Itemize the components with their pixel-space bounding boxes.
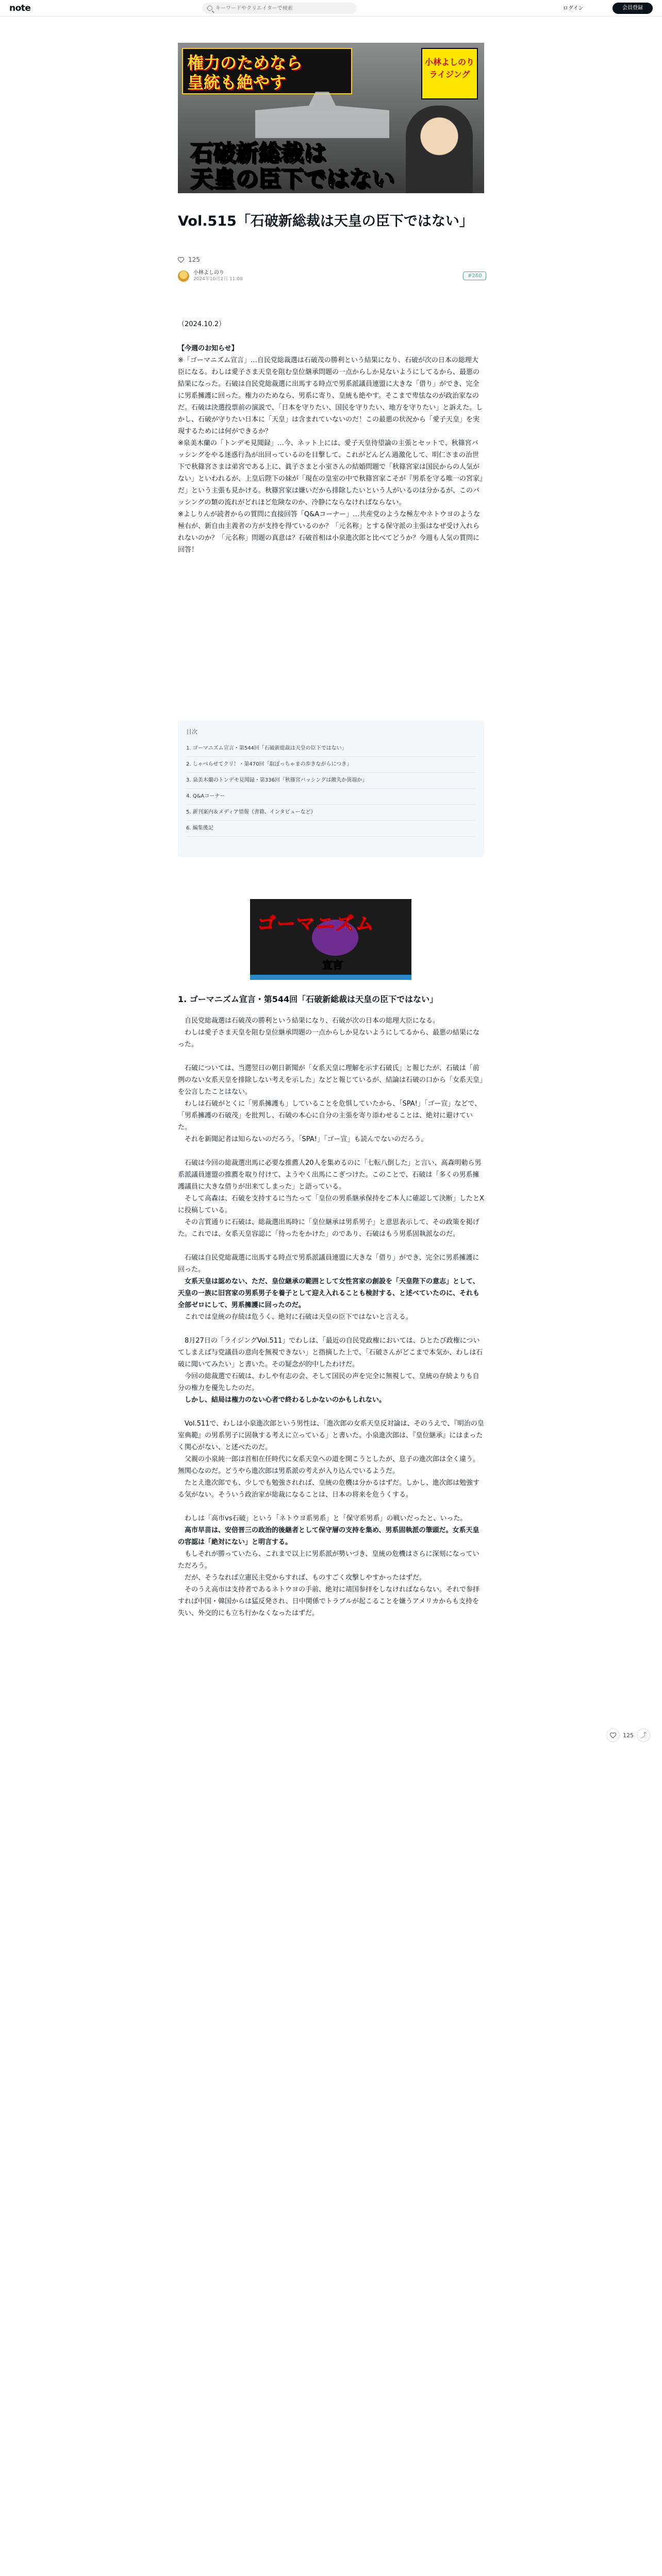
share-glyph: ⤴ bbox=[640, 1732, 647, 1739]
hero-title-line2: 天皇の臣下ではない bbox=[190, 166, 394, 192]
hero-subtitle-line1: 権力のためなら bbox=[187, 53, 303, 73]
author-avatar[interactable] bbox=[178, 270, 189, 282]
hero-title bbox=[190, 141, 394, 192]
note-logo[interactable]: note bbox=[9, 3, 31, 13]
heart-icon[interactable] bbox=[606, 1728, 620, 1742]
body-paragraph: 高市早苗は、安倍晋三の政治的後継者として保守層の支持を集め、男系固執派の筆頭だ。女系天皇の容認は「絶対にない」と明言する。 bbox=[178, 1527, 479, 1546]
toc-item[interactable]: 3. 泉美木蘭のトンデモ見聞録・第336回「秋篠宮バッシングは敵失か異端か」 bbox=[186, 773, 476, 789]
banner-subtitle: 宣言 bbox=[322, 959, 343, 971]
body-paragraph: 今回の総裁選で石破は、わしや有志の会、そして国民の声を完全に無視して、皇統の存続よりも自分の権力を優先したのだ。 bbox=[178, 1372, 479, 1392]
article-body bbox=[178, 1015, 484, 1619]
body-paragraph: しかし、結局は権力のない心者で終わるしかないのかもしれない。 bbox=[178, 1396, 386, 1404]
search-box[interactable] bbox=[202, 3, 357, 14]
body-paragraph: 石破については、当選翌日の朝日新聞が「女系天皇に理解を示す石破氏」と報じたが、石破は「前例のない女系天皇を排除しない考えを示した」などと報じているが、結論は石破の口から「女系天皇」を公言したことはない。 bbox=[178, 1064, 483, 1096]
section-heading: 1. ゴーマニズム宣言・第544回「石破新総裁は天皇の臣下ではない」 bbox=[178, 994, 438, 1004]
notice-paragraph: ※よしりんが読者からの質問に直接回答「Q&Aコーナー」…共産党のような極左やネトウヨのような極右が、新自由主義者の方が支持を得ているのか？「元名称」とする保守派の主張はなぜ受け入れられないのか？「元名称」問題の真意は？石破首相は小泉進次郎と比べてどうか？今週も人気の質問に回答！ bbox=[178, 511, 481, 554]
notice-paragraph: ※「ゴーマニズム宣言」…自民党総裁選は石破茂の勝利という結果になり、石破が次の日本の総理大臣になる。わしは愛子さま天皇を阻む皇位継承問題の一点からしか見ないようにしてるから、最悪の結果になった。石破は自民党総裁選に出馬する時点で男系派議員連盟に大きな「借り」ができ、完全に男系擁護に回った。権力のためなら、男系に寄り、皇統も絶やす。そこまで卑怯なのが政治家なのだ。石破は決選投票前の演説で、「日本を守りたい、国民を守りたい、地方を守りたい」と訴えた。しかし、石破が守りたい日本に「天皇」は含まれていないのだ！この最悪の状況から「愛子天皇」を実現するためには何ができるか？ bbox=[178, 357, 483, 435]
body-paragraph: それを新聞記者は知らないのだろう。「SPA!」「ゴー宣」も読んでないのだろう。 bbox=[178, 1136, 428, 1143]
floating-like[interactable] bbox=[606, 1728, 650, 1742]
search-input[interactable] bbox=[216, 6, 350, 11]
signup-button[interactable]: 会員登録 bbox=[613, 3, 653, 14]
hero-subtitle-line2: 皇統も絶やす bbox=[187, 73, 287, 92]
table-of-contents bbox=[178, 720, 484, 857]
banner-title: ゴーマニズム bbox=[257, 913, 375, 935]
login-button[interactable]: ログイン bbox=[563, 6, 584, 11]
body-paragraph: Vol.511で、わしは小泉進次郎という男性は、「進次郎の女系天皇反対論は、そのうえで、『明治の皇室典範』の男系男子に固執する考えに立っている」と書いた。小泉進次郎は、『皇位継承』にはまったく関心がない、と述べたのだ。 bbox=[178, 1420, 484, 1451]
author-row[interactable] bbox=[178, 269, 243, 283]
body-paragraph: 父親の小泉純一郎は首相在任時代に女系天皇への道を開こうとしたが、息子の進次郎は全く違う。無関心なのだ。どうやら進次郎は男系派の考えが入り込んでいるようだ。 bbox=[178, 1455, 480, 1475]
toc-item[interactable]: 4. Q&Aコーナー bbox=[186, 789, 476, 805]
article-title: Vol.515「石破新総裁は天皇の臣下ではない」 bbox=[178, 213, 473, 229]
heart-icon[interactable] bbox=[178, 257, 184, 263]
body-paragraph: その言質通りに石破は、総裁選出馬時に「皇位継承は男系男子」と意思表示して、その政策を掲げた。これでは、女系天皇容認に「待ったをかけた」のであり、石破はもう男系固執派なのだ。 bbox=[178, 1218, 479, 1238]
top-navbar bbox=[0, 0, 662, 16]
body-paragraph: 8月27日の「ライジングVol.511」でわしは、「最近の自民党政権においては、ひとたび政権についてしまえば与党議員の意向を無視できない」と指摘した上で、「石破さんがどこまで本気か、わしは石破に聞いてみたい」と書いた。その疑念が的中したわけだ。 bbox=[178, 1337, 483, 1368]
hero-subtitle bbox=[187, 53, 303, 92]
hero-title-line1: 石破新総裁は bbox=[190, 140, 326, 166]
search-icon bbox=[207, 6, 212, 11]
toc-item[interactable]: 6. 編集後記 bbox=[186, 821, 476, 837]
body-paragraph: 石破は自民党総裁選に出馬する時点で男系派議員連盟に大きな「借り」ができ、完全に男系擁護に回った。 bbox=[178, 1254, 479, 1274]
author-name[interactable]: 小林よしのり bbox=[193, 270, 224, 276]
portrait-illustration bbox=[406, 106, 473, 193]
gomanism-banner-image bbox=[250, 899, 411, 980]
diet-building-illustration bbox=[255, 92, 389, 138]
banner-bar bbox=[250, 975, 411, 980]
like-count: 125 bbox=[188, 256, 200, 263]
like-summary[interactable] bbox=[178, 256, 200, 263]
body-paragraph: わしは「高市vs石破」という「ネトウヨ系男系」と「保守系男系」の戦いだったと、いった。 bbox=[178, 1515, 467, 1522]
toc-item[interactable]: 1. ゴーマニズム宣言・第544回「石破新総裁は天皇の臣下ではない」 bbox=[186, 741, 476, 757]
body-paragraph: 石破は今回の総裁選出馬に必要な推薦人20人を集めるのに「七転八倒した」と言い、高森明勅ら男系派議員連盟の推薦を取り付けて、ようやく出馬にこぎつけた。このことで、石破は「多くの男系擁護議員に大きな借りが出来てしまった」と語っている。 bbox=[178, 1159, 482, 1191]
toc-heading: 目次 bbox=[186, 728, 197, 735]
article-hero-image bbox=[178, 43, 484, 193]
body-paragraph: わしは石破がとくに「男系擁護も」していることを危惧していたから、「SPA!」「ゴー宣」などで、「男系擁護の石破茂」を批判し、石破の本心に自分の主張を寄り添わせることは、絶対に避けていた。 bbox=[178, 1100, 482, 1131]
body-paragraph: 女系天皇は認めない、ただ、皇位継承の範囲として女性宮家の創設を「天皇陛下の意志」として、天皇の一族に旧宮家の男系男子を養子として迎え入れることも検討する、と述べていたのに、それも全部ゼロにして、男系擁護に回ったのだ。 bbox=[178, 1278, 480, 1309]
like-count: 125 bbox=[623, 1732, 634, 1739]
article-intro bbox=[178, 318, 484, 556]
body-paragraph: もしそれが勝っていたら、これまで以上に男系派が勢いづき、皇統の危機はさらに深刻になっていただろう。 bbox=[178, 1550, 479, 1570]
membership-tag[interactable]: #260 bbox=[463, 272, 486, 280]
issue-date: （2024.10.2） bbox=[178, 320, 226, 328]
toc-item[interactable]: 5. 新刊案内＆メディア情報（書籍、インタビューなど） bbox=[186, 805, 476, 821]
body-paragraph: これでは皇統の存続は危うく、絶対に石破は天皇の臣下ではないと言える。 bbox=[178, 1313, 412, 1321]
body-paragraph: そのうえ高市は支持者であるネトウヨの手前、絶対に靖国参拝をしなければならない。それで参拝すれば中国・韓国からは猛反発され、日中関係でトラブルが起こることを嫌うアメリカからも支持を失い、外交的にも立ち行かなくなったはずだ。 bbox=[178, 1586, 480, 1617]
body-paragraph: だが、そうなれば立憲民主党からすれば、ものすごく攻撃しやすかったはずだ。 bbox=[178, 1574, 426, 1582]
body-paragraph: 自民党総裁選は石破茂の勝利という結果になり、石破が次の日本の総理大臣になる。 bbox=[178, 1017, 440, 1025]
body-paragraph: たとえ進次郎でも、少しでも勉強されれば、皇統の危機は分かるはずだ。しかし、進次郎は勉強する気がない。そういう政治家が総裁になることは、日本の将来を危うくする。 bbox=[178, 1479, 480, 1499]
notice-paragraph: ※泉美木蘭の「トンデモ見聞録」…今、ネット上には、愛子天皇待望論の主張とセットで、秋篠宮バッシングをやる迷惑行為が出回っているのを目撃して、これがどんどん過激化して、明仁さまの治世下で秋篠宮さまは弟宮である上に、眞子さまと小室さんの結婚問題で「秋篠宮家は国民からの人気がない」といわれるが、上皇后陛下の妹が「現在の皇室の中で秋篠宮家こそが『男系を守る唯一の宮家』だ」という主張も見かける。秋篠宮家は嫌いだから排除したいという人がいるのは分かるが、このバッシングの類の流れがどれほど危険なのか、冷静にならなければならない。 bbox=[178, 439, 483, 506]
share-icon[interactable] bbox=[637, 1728, 650, 1742]
publish-date: 2024年10月2日 11:00 bbox=[193, 277, 243, 282]
body-paragraph: そして高森は、石破を支持するに当たって「皇位の男系継承保持をご本人に確認して決断」したとXに投稿している。 bbox=[178, 1195, 484, 1214]
notice-heading: 【今週のお知らせ】 bbox=[178, 345, 238, 352]
toc-item[interactable]: 2. しゃべらせてクリ！・第470回「取ぼっちゃまの歩きながらにつき」 bbox=[186, 757, 476, 773]
hero-badge-text: 小林よしのり ライジング bbox=[424, 57, 474, 79]
body-paragraph: わしは愛子さま天皇を阻む皇位継承問題の一点からしか見ないようにしてるから、最悪の結果になった。 bbox=[178, 1029, 480, 1048]
hero-badge bbox=[421, 48, 478, 99]
